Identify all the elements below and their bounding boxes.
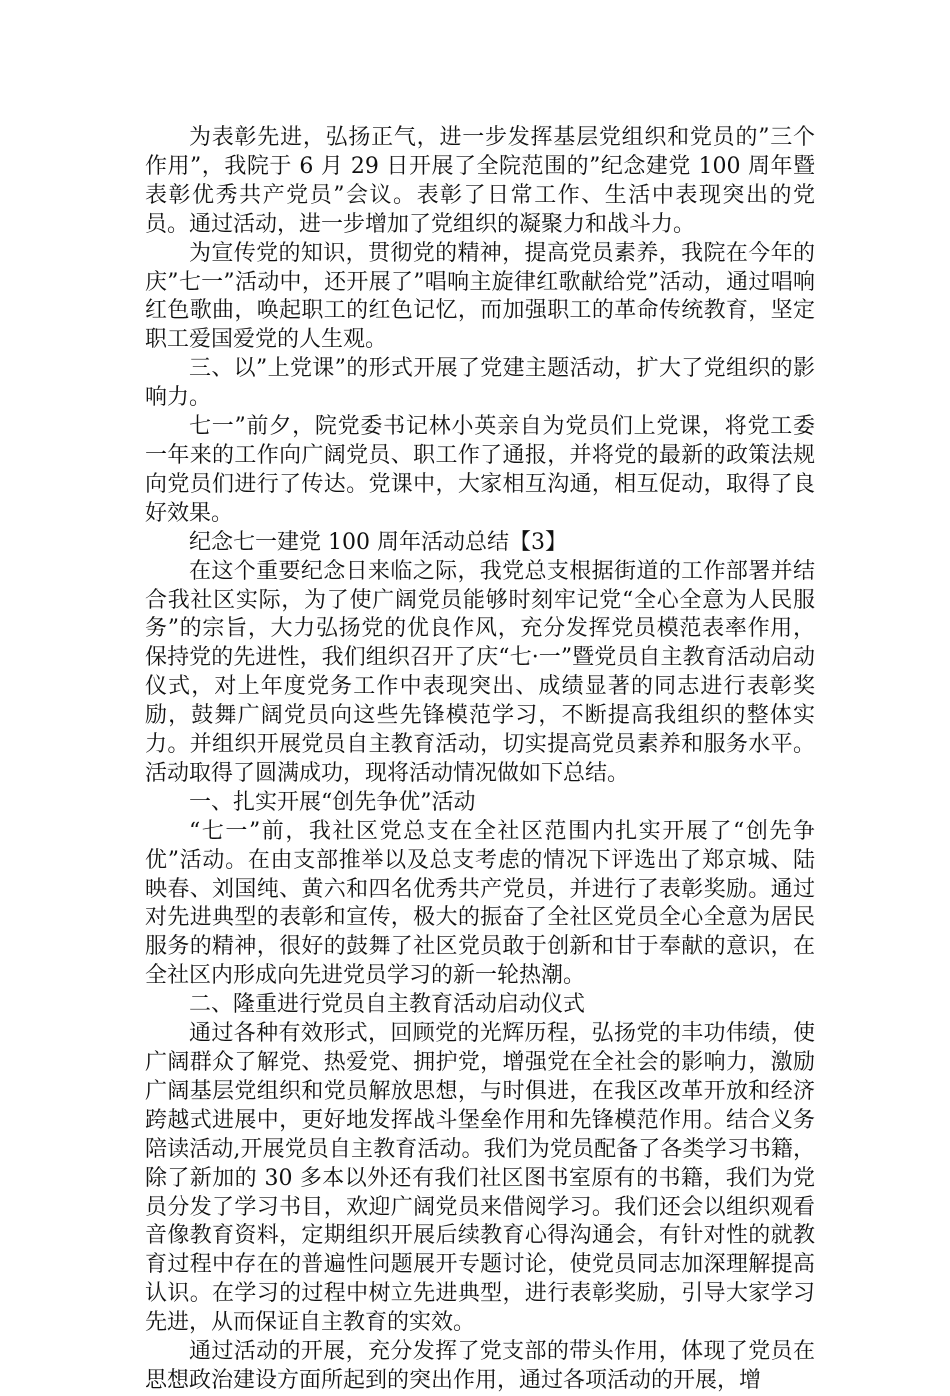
paragraph-introduction: 在这个重要纪念日来临之际，我党总支根据街道的工作部署并结合我社区实际，为了使广阔党员能够时刻牢记党“全心全意为人民服务”的宗旨，大力弘扬党的优良作风，充分发挥党员模范表率作用，保持党的先进性，我们组织召开了庆“七·一”暨党员自主教育活动启动仪式，对上年度党务工作中表现突出、成绩显著的同志进行表彰奖励，鼓舞广阔党员向这些先锋模范学习，不断提高我组织的整体实力。并组织开展党员自主教育活动，切实提高党员素养和服务水平。活动取得了圆满成功，现将活动情况做如下总结。: [145, 558, 815, 786]
document-subtitle: 纪念七一建党 100 周年活动总结【3】: [189, 529, 567, 555]
paragraph-excellence: “七一”前，我社区党总支在全社区范围内扎实开展了“创先争优”活动。在由支部推举以及总支考虑的情况下评选出了郑京城、陆映春、刘国纯、黄六和四名优秀共产党员，并进行了表彰奖励。通过对先进典型的表彰和宣传，极大的振奋了全社区党员全心全意为居民服务的精神，很好的鼓舞了社区党员敢于创新和甘于奉献的意识，在全社区内形成向先进党员学习的新一轮热潮。: [145, 818, 815, 989]
paragraph-commendation: 为表彰先进，弘扬正气，进一步发挥基层党组织和党员的”三个作用”，我院于 6 月 29 日开展了全院范围的”纪念建党 100 周年暨表彰优秀共产党员”会议。表彰了日常工作、生活中表现突出的党员。通过活动，进一步增加了党组织的凝聚力和战斗力。: [145, 125, 815, 237]
section-heading-excellence: 一、扎实开展“创先争优”活动: [189, 789, 476, 815]
section-heading-launch-ceremony: 二、隆重进行党员自主教育活动启动仪式: [189, 992, 586, 1018]
paragraph-party-lecture: 七一”前夕，院党委书记林小英亲自为党员们上党课，将党工委一年来的工作向广阔党员、职工作了通报，并将党的最新的政策法规向党员们进行了传达。党课中，大家相互沟通，相互促动，取得了良好效果。: [145, 414, 815, 526]
document-body: [145, 124, 815, 1396]
paragraph-launch-ceremony: 通过各种有效形式，回顾党的光辉历程，弘扬党的丰功伟绩，使广阔群众了解党、热爱党、拥护党，增强党在全社会的影响力，激励广阔基层党组织和党员解放思想，与时俱进，在我区改革开放和经济跨越式进展中，更好地发挥战斗堡垒作用和先锋模范作用。结合义务陪读活动,开展党员自主教育活动。我们为党员配备了各类学习书籍，除了新加的 30 多本以外还有我们社区图书室原有的书籍，我们为党员分发了学习书目，欢迎广阔党员来借阅学习。我们还会以组织观看音像教育资料，定期组织开展后续教育心得沟通会，有针对性的就教育过程中存在的普遍性问题展开专题讨论，使党员同志加深理解提高认识。在学习的过程中树立先进典型，进行表彰奖励，引导大家学习先进，从而保证自主教育的实效。: [145, 1021, 815, 1336]
paragraph-red-songs: 为宣传党的知识，贯彻党的精神，提高党员素养，我院在今年的庆”七一”活动中，还开展了”唱响主旋律红歌献给党”活动，通过唱响红色歌曲，唤起职工的红色记忆，而加强职工的革命传统教育，坚定职工爱国爱党的人生观。: [145, 240, 815, 353]
section-heading-party-lecture: 三、以”上党课”的形式开展了党建主题活动，扩大了党组织的影响力。: [145, 356, 815, 411]
paragraph-conclusion: 通过活动的开展，充分发挥了党支部的带头作用，体现了党员在思想政治建设方面所起到的突出作用，通过各项活动的开展，增: [145, 1339, 815, 1393]
